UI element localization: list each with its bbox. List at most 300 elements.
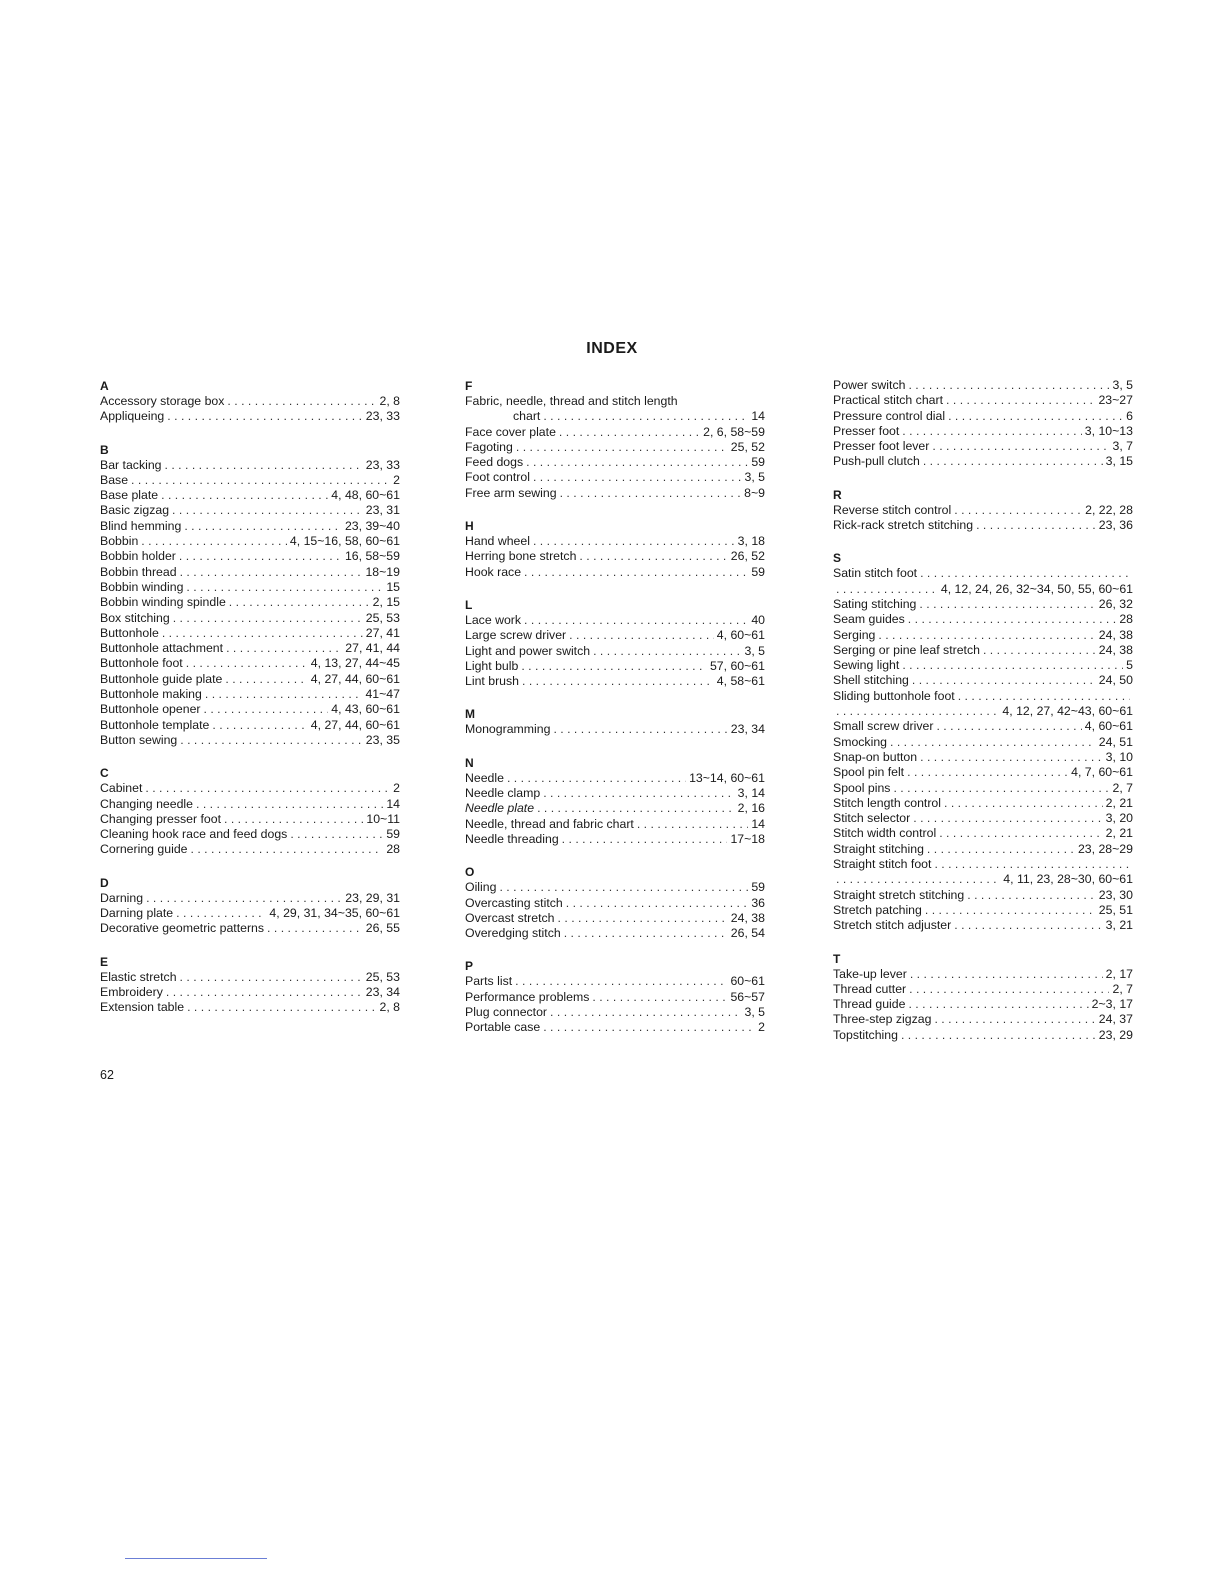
dot-leader [592,990,727,1005]
dot-leader [191,842,384,857]
entry-pages: 27, 41 [365,625,400,640]
dot-leader [836,704,999,719]
entry-term: Needle [465,770,504,785]
entry-pages: 16, 58~59 [344,549,400,564]
entry-term: Light and power switch [465,643,591,658]
entry-term: Buttonhole guide plate [100,671,223,686]
dot-leader [944,796,1103,811]
entry-term: Push-pull clutch [833,454,920,469]
dot-leader [227,394,376,409]
index-section [100,442,400,749]
dot-leader [145,781,390,796]
entry-term: Straight stretch stitching [833,887,965,902]
index-entry [833,597,1133,612]
dot-leader [936,719,1081,734]
index-entry [833,378,1133,393]
dot-leader [593,644,741,659]
entry-pages: 24, 50 [1098,673,1133,688]
entry-term: Embroidery [100,984,163,999]
index-entry [833,982,1133,997]
entry-pages: 4, 27, 44, 60~61 [310,671,400,686]
index-entry [100,458,400,473]
dot-leader [893,781,1109,796]
index-entry [100,580,400,595]
entry-pages: 4, 15~16, 58, 60~61 [289,534,400,549]
dot-leader [537,801,735,816]
entry-term: Light bulb [465,658,519,673]
entry-term: Bobbin winding spindle [100,595,226,610]
dot-leader [558,911,728,926]
entry-term: Base [100,472,129,487]
index-entry [833,1028,1133,1043]
index-entry [465,644,765,659]
dot-leader [836,872,1000,887]
dot-leader [184,519,342,534]
index-entry [100,565,400,580]
entry-pages: 36 [751,895,765,910]
dot-leader [172,503,363,518]
entry-pages: 5 [1126,658,1133,673]
index-entry [100,409,400,424]
entry-pages: 26, 52 [730,549,765,564]
entry-pages: 41~47 [365,687,400,702]
entry-term: Buttonhole template [100,717,210,732]
entry-pages: 3, 5 [1112,378,1133,392]
section-letter: A [100,379,109,393]
index-section [100,765,400,857]
entry-term: Buttonhole [100,625,159,640]
entry-term: Hand wheel [465,534,530,549]
entry-pages: 3, 5 [744,1005,765,1020]
dot-leader [179,549,342,564]
entry-pages: 3, 7 [1112,439,1133,454]
dot-leader [976,518,1096,533]
index-entry [100,641,400,656]
index-entry [465,817,765,832]
entry-pages: 23, 34 [365,984,400,999]
entry-pages: 14 [751,816,765,831]
dot-leader [939,826,1102,841]
index-column-2 [465,378,765,1053]
section-letter: P [465,959,474,974]
index-entry [465,394,765,409]
entry-pages: 4, 11, 23, 28~30, 60~61 [1003,872,1133,887]
dot-leader [176,906,266,921]
index-section [465,706,765,737]
index-entry [465,801,765,816]
entry-term: Hook race [465,564,522,579]
entry-term: Small screw driver [833,719,934,734]
entry-pages: 2, 8 [379,394,400,408]
index-entry [833,409,1133,424]
dot-leader [910,967,1103,982]
dot-leader [180,970,363,985]
entry-term: Presser foot [833,423,900,438]
index-entry [100,473,400,488]
entry-pages: 59 [386,827,400,842]
dot-leader [225,672,307,687]
entry-pages: 4, 29, 31, 34~35, 60~61 [269,906,400,921]
entry-pages: 23, 29, 31 [345,890,400,905]
dot-leader [913,811,1102,826]
index-entry [833,997,1133,1012]
entry-pages: 24, 38 [730,910,765,925]
entry-term: Straight stitching [833,841,924,856]
index-entry [465,974,765,989]
index-entry [833,796,1133,811]
index-entry [833,689,1133,704]
dot-leader [524,613,748,628]
entry-term: Appliqueing [100,409,165,424]
footer-rule [125,1558,267,1559]
entry-term: Needle clamp [465,786,541,801]
entry-term: Sliding buttonhole foot [833,688,955,703]
dot-leader [909,982,1109,997]
entry-term: Overedging stitch [465,926,561,941]
page-number: 62 [100,1068,114,1082]
dot-leader [224,812,363,827]
entry-pages: 26, 54 [730,926,765,941]
dot-leader [637,817,748,832]
index-entry [100,503,400,518]
entry-pages: 23, 29 [1098,1027,1133,1042]
entry-term: Bobbin holder [100,549,176,564]
dot-leader [499,880,748,895]
index-entry [833,888,1133,903]
dot-leader [515,974,727,989]
entry-term: Foot control [465,470,530,485]
index-entry [100,921,400,936]
entry-pages: 2, 7 [1112,981,1133,996]
entry-pages: 23, 34 [730,722,765,737]
index-entry [465,534,765,549]
index-entry [465,771,765,786]
index-entry [465,786,765,801]
dot-leader [925,903,1096,918]
entry-pages: 2, 6, 58~59 [703,424,765,439]
entry-pages: 2 [393,781,400,796]
dot-leader [954,918,1102,933]
entry-term: Darning plate [100,906,174,921]
entry-pages: 3, 21 [1105,918,1133,933]
entry-pages: 2, 8 [379,1000,400,1015]
index-entry [465,880,765,895]
dot-leader [560,486,742,501]
entry-term: Bobbin winding [100,579,184,594]
index-entry [100,611,400,626]
entry-term: Face cover plate [465,424,556,439]
entry-term: Needle threading [465,831,559,846]
dot-leader [141,534,287,549]
entry-pages: 57, 60~61 [709,658,765,673]
index-entry [465,990,765,1005]
dot-leader [165,458,363,473]
entry-term: Bobbin thread [100,564,177,579]
entry-term: Buttonhole making [100,687,202,702]
entry-term: Extension table [100,1000,185,1015]
index-entry [833,658,1133,673]
entry-term: Large screw driver [465,628,567,643]
index-entry [465,1020,765,1035]
dot-leader [958,689,1130,704]
index-entry [100,656,400,671]
entry-pages: 3, 10 [1105,749,1133,764]
dot-leader [908,378,1109,393]
entry-pages: 23, 30 [1098,887,1133,902]
entry-term: Smocking [833,734,887,749]
entry-pages: 23, 36 [1098,518,1133,533]
entry-pages: 6 [1126,408,1133,423]
entry-term: Stitch width control [833,826,937,841]
entry-term: Lint brush [465,674,520,689]
index-section [833,487,1133,534]
index-entry [833,918,1133,933]
dot-leader [559,425,700,440]
index-entry [465,425,765,440]
entry-pages: 4, 48, 60~61 [331,488,400,503]
entry-term: Buttonhole attachment [100,641,224,656]
index-entry [833,612,1133,627]
entry-pages: 3, 5 [744,643,765,658]
entry-pages: 24, 51 [1098,734,1133,749]
entry-pages: 13~14, 60~61 [689,770,765,785]
index-entry [100,626,400,641]
dot-leader [196,797,383,812]
entry-pages: 3, 10~13 [1084,423,1133,438]
entry-term: Take-up lever [833,966,907,981]
index-entry [465,470,765,485]
dot-leader [543,409,748,424]
entry-term: Cleaning hook race and feed dogs [100,827,288,842]
entry-term: Power switch [833,378,906,392]
index-section [465,378,765,501]
dot-leader [967,888,1096,903]
dot-leader [908,997,1088,1012]
entry-pages: 4, 7, 60~61 [1071,765,1133,780]
entry-pages: 2~3, 17 [1091,997,1133,1012]
entry-term: Needle, thread and fabric chart [465,816,634,831]
dot-leader [146,891,342,906]
index-entry [465,1005,765,1020]
entry-pages: 3, 5 [744,470,765,485]
index-entry [833,903,1133,918]
dot-leader [521,659,707,674]
dot-leader [564,926,728,941]
entry-pages: 10~11 [366,811,400,826]
entry-term: Buttonhole foot [100,656,183,671]
index-section [465,518,765,580]
entry-term: Fabric, needle, thread and stitch length [465,394,678,408]
dot-leader [908,612,1117,627]
index-entry [833,719,1133,734]
index-entry [100,797,400,812]
entry-term: Spool pin felt [833,765,905,780]
dot-leader [229,595,370,610]
index-section [100,875,400,937]
section-letter: R [833,487,842,502]
index-entry [465,565,765,580]
dot-leader [902,658,1123,673]
entry-term: Snap-on button [833,749,918,764]
index-entry [833,673,1133,688]
entry-pages: 2, 22, 28 [1085,502,1133,517]
dot-leader [533,470,742,485]
index-entry [100,687,400,702]
section-letter: S [833,551,842,566]
dot-leader [173,611,363,626]
index-entry [100,970,400,985]
index-entry [833,439,1133,454]
entry-term: Thread cutter [833,981,907,996]
index-section [465,958,765,1035]
index-entry [465,440,765,455]
index-entry [465,926,765,941]
entry-term: Sewing light [833,658,900,673]
section-letter: M [465,707,475,722]
dot-leader [131,473,390,488]
dot-leader [180,733,363,748]
dot-leader [902,424,1081,439]
dot-leader [948,409,1123,424]
dot-leader [932,439,1109,454]
index-entry [100,733,400,748]
dot-leader [290,827,383,842]
section-letter: H [465,519,474,534]
entry-pages: 40 [751,612,765,627]
entry-pages: 26, 55 [365,921,400,936]
entry-pages: 25, 52 [730,439,765,454]
entry-term: Thread guide [833,997,906,1012]
index-entry [100,1000,400,1015]
entry-term: Lace work [465,612,522,627]
entry-pages: 23, 39~40 [344,518,400,533]
dot-leader [543,1020,755,1035]
entry-pages: 3, 18 [737,534,765,549]
entry-term: Portable case [465,1020,541,1035]
entry-term: Box stitching [100,610,170,625]
entry-pages: 23, 33 [365,409,400,424]
index-entry [100,718,400,733]
entry-term: Buttonhole opener [100,702,201,717]
entry-pages: 56~57 [730,989,765,1004]
entry-pages: 28 [386,842,400,857]
entry-term: Parts list [465,974,513,989]
entry-term: Elastic stretch [100,969,177,984]
entry-term: Darning [100,890,144,905]
index-entry [465,409,765,424]
entry-pages: 26, 32 [1098,596,1133,611]
entry-pages: 2, 15 [372,595,400,610]
index-entry [833,750,1133,765]
entry-pages: 3, 20 [1105,811,1133,826]
entry-pages: 4, 60~61 [1084,719,1133,734]
entry-term: Spool pins [833,780,891,795]
index-entry [100,672,400,687]
index-entry [465,674,765,689]
entry-pages: 2, 17 [1105,966,1133,981]
dot-leader [205,687,363,702]
index-entry [100,519,400,534]
index-entry [100,394,400,409]
index-entry [833,393,1133,408]
index-entry [100,891,400,906]
entry-term: Changing needle [100,796,193,811]
dot-leader [927,842,1075,857]
index-entry [833,424,1133,439]
dot-leader [186,656,308,671]
index-section [100,954,400,1016]
entry-term: Button sewing [100,732,178,747]
dot-leader [186,580,383,595]
entry-pages: 2 [758,1020,765,1035]
dot-leader [267,921,363,936]
entry-term: Three-step zigzag [833,1012,932,1027]
entry-pages: 14 [751,409,765,424]
entry-term: Performance problems [465,989,590,1004]
dot-leader [934,857,1130,872]
dot-leader [180,565,363,580]
entry-term: Monogramming [465,722,551,737]
entry-pages: 2, 21 [1105,826,1133,841]
entry-term: Serging [833,627,876,642]
index-entry [833,643,1133,658]
entry-term: chart [513,409,541,424]
index-entry [465,486,765,501]
entry-pages: 23, 28~29 [1077,841,1133,856]
entry-pages: 28 [1119,612,1133,627]
entry-term: Pressure control dial [833,408,946,423]
entry-pages: 24, 37 [1098,1012,1133,1027]
entry-pages: 23, 35 [365,732,400,747]
index-entry [100,842,400,857]
index-entry [465,455,765,470]
entry-pages: 4, 60~61 [716,628,765,643]
entry-term: Rick-rack stretch stitching [833,518,974,533]
entry-pages: 14 [386,796,400,811]
entry-term: Blind hemming [100,518,182,533]
index-entry [833,781,1133,796]
entry-term: Stretch stitch adjuster [833,918,952,933]
index-entry [100,827,400,842]
entry-term: Fagoting [465,439,513,454]
dot-leader [920,750,1103,765]
index-entry [833,765,1133,780]
dot-leader [161,488,328,503]
dot-leader [912,673,1096,688]
entry-pages: 4, 12, 24, 26, 32~34, 50, 55, 60~61 [940,581,1133,596]
entry-term: Seam guides [833,612,905,627]
entry-pages: 4, 12, 27, 42~43, 60~61 [1002,704,1133,719]
dot-leader [526,455,748,470]
index-entry [100,595,400,610]
entry-pages: 24, 38 [1098,627,1133,642]
index-section [100,378,400,425]
entry-term: Reverse stitch control [833,502,952,517]
entry-pages: 2, 7 [1112,780,1133,795]
section-letter: O [465,865,475,880]
entry-pages: 27, 41, 44 [345,641,400,656]
entry-pages: 59 [751,564,765,579]
section-letter: D [100,875,109,890]
entry-term: Feed dogs [465,455,524,470]
section-letter: N [465,755,474,770]
entry-term: Overcasting stitch [465,895,563,910]
entry-term: Changing presser foot [100,811,221,826]
dot-leader [878,628,1095,643]
dot-leader [919,597,1095,612]
index-entry [833,857,1133,872]
entry-term: Decorative geometric patterns [100,921,265,936]
